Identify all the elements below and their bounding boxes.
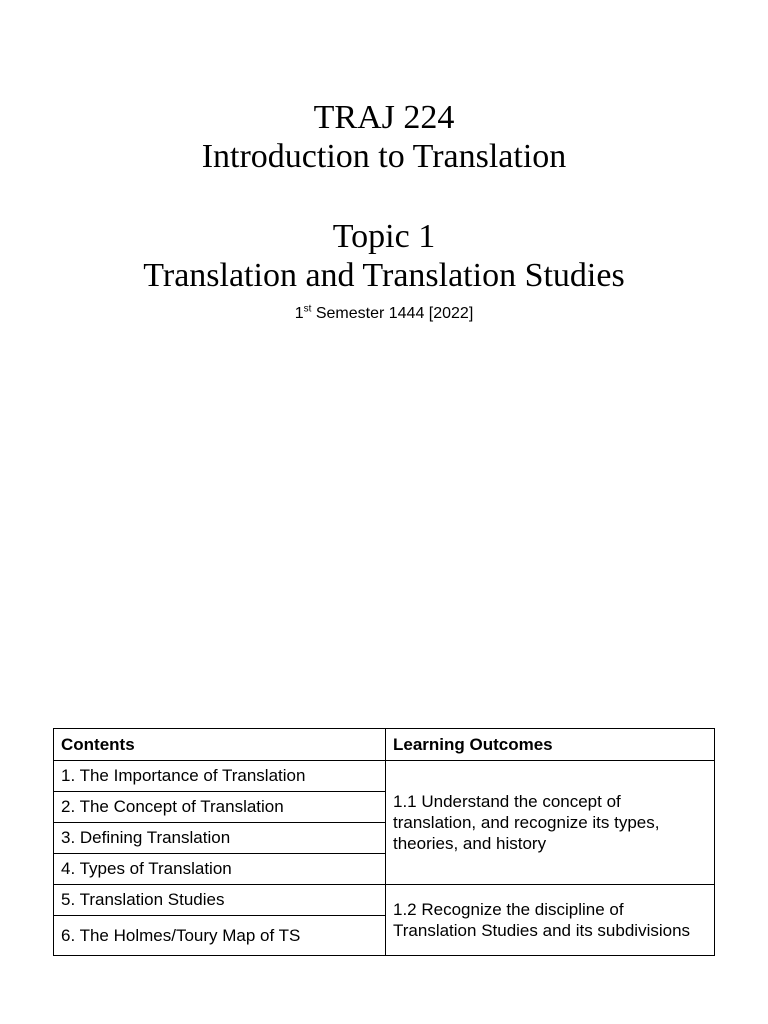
- contents-item: 2. The Concept of Translation: [54, 792, 386, 823]
- contents-header: Contents: [54, 729, 386, 761]
- table-row: [54, 885, 715, 916]
- table-row: [54, 761, 715, 792]
- course-code: TRAJ 224: [313, 99, 455, 136]
- contents-item: 5. Translation Studies: [54, 885, 386, 916]
- learning-outcome: 1.1 Understand the concept of translation, and recognize its types, theories, and history: [386, 761, 715, 885]
- semester-text: Semester 1444 [2022]: [311, 305, 474, 322]
- contents-item: 4. Types of Translation: [54, 854, 386, 885]
- contents-outcomes-table: [53, 728, 715, 956]
- topic-number: Topic 1: [332, 218, 436, 255]
- contents-item: 6. The Holmes/Toury Map of TS: [54, 916, 386, 956]
- table-header-row: [54, 729, 715, 761]
- semester-line: [0, 305, 768, 323]
- outcomes-header: Learning Outcomes: [386, 729, 715, 761]
- contents-item: 1. The Importance of Translation: [54, 761, 386, 792]
- topic-name: Translation and Translation Studies: [143, 257, 625, 294]
- semester-ordinal: 1: [294, 305, 304, 322]
- course-name: Introduction to Translation: [201, 138, 567, 175]
- title-block: [0, 98, 768, 295]
- learning-outcome: 1.2 Recognize the discipline of Translation Studies and its subdivisions: [386, 885, 715, 956]
- contents-item: 3. Defining Translation: [54, 823, 386, 854]
- semester-ordinal-suffix: st: [303, 303, 312, 315]
